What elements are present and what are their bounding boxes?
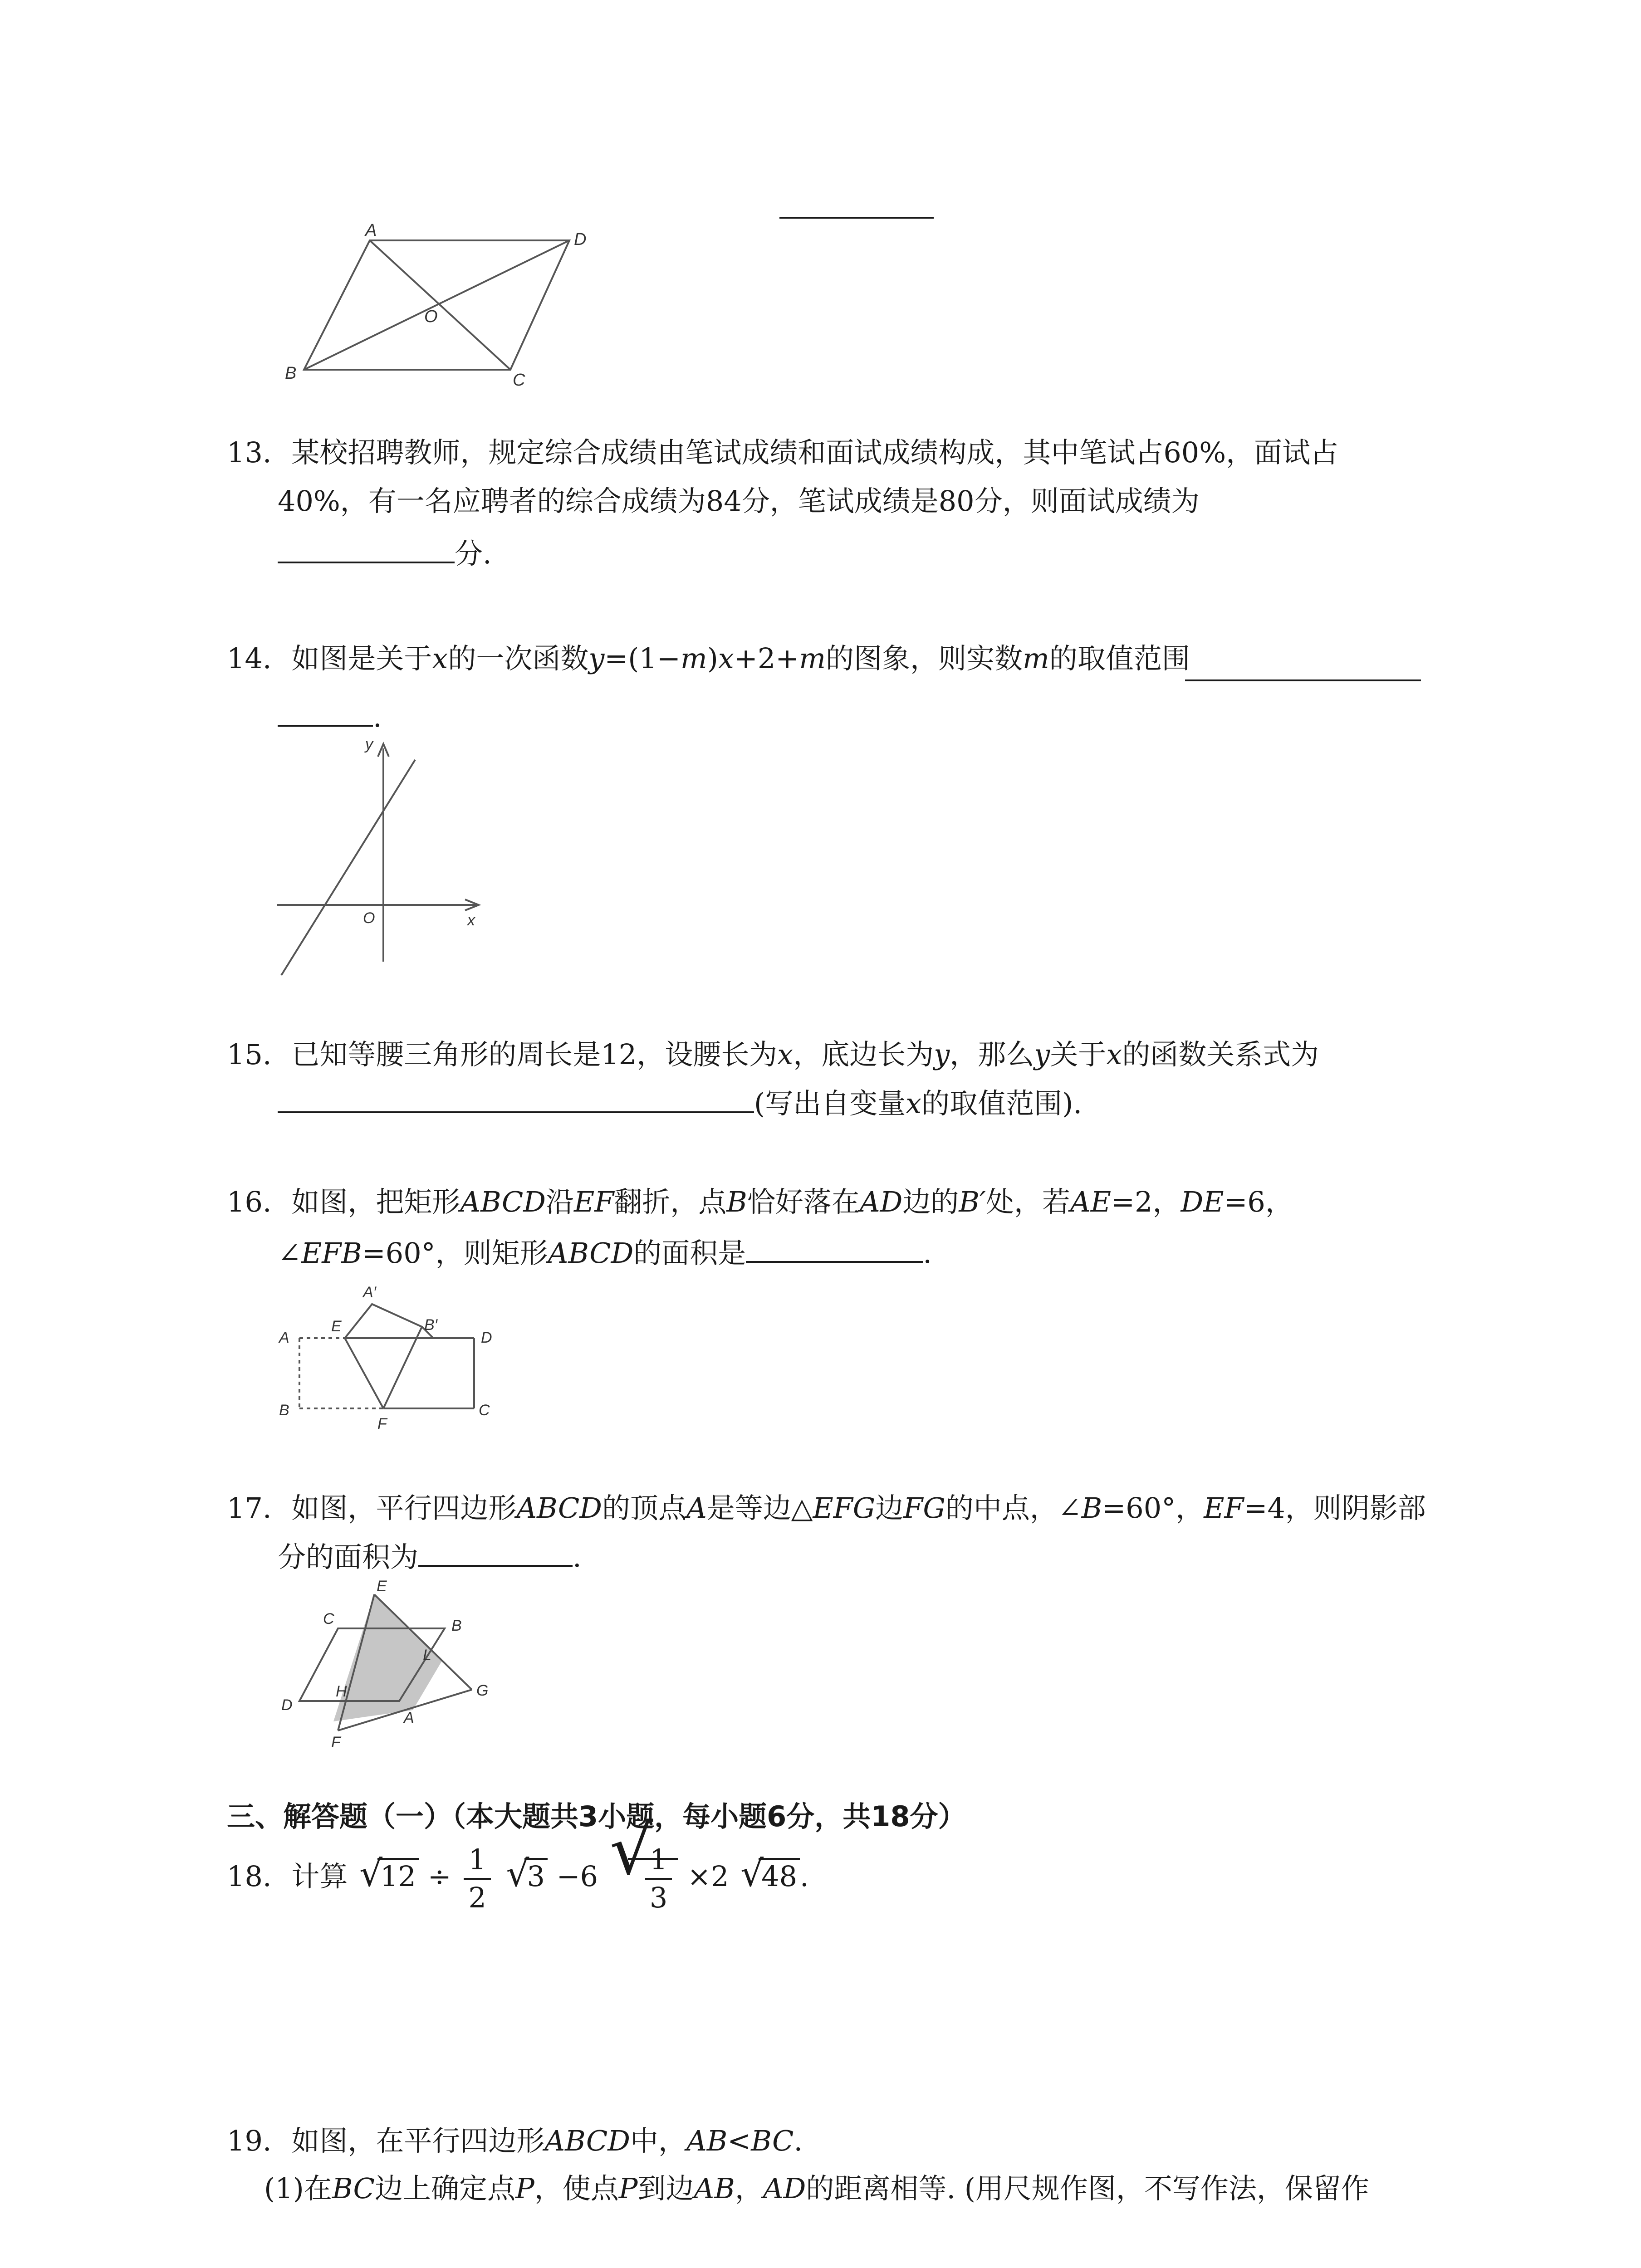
q19-s1f: 的距离相等. (用尺规作图，不写作法，保留作	[806, 2172, 1369, 2205]
q18-sqrt-frac: √ $\frac{1}{3}$	[610, 1842, 678, 1916]
q16-l2c: 的面积是	[633, 1237, 746, 1270]
q14-formula-d: +2+	[734, 642, 799, 675]
q17-ef: EF	[1204, 1491, 1244, 1525]
q14-var-m: m	[1023, 642, 1049, 675]
section3-title: 三、解答题（一）（本大题共3小题，每小题6分，共18分）	[227, 1800, 966, 1833]
q19-s1d: 到边	[637, 2172, 694, 2205]
q15-text1: 已知等腰三角形的周长是12，设腰长为	[291, 1038, 778, 1071]
q19-s1b: 边上确定点	[374, 2172, 515, 2205]
q16-l2b: =60°，则矩形	[362, 1237, 548, 1270]
q12-label-b: B	[285, 364, 297, 383]
q14-answer-blank-a[interactable]	[1185, 653, 1421, 681]
q17-line2	[278, 1539, 582, 1575]
q17-label-h: H	[336, 1683, 347, 1700]
q16-label-c: C	[479, 1402, 490, 1419]
q18-minus: −6	[556, 1860, 598, 1893]
q16-t8: =6，	[1224, 1185, 1293, 1218]
q14-formula-x: x	[718, 642, 734, 675]
q17-t3: 是等边△	[706, 1491, 813, 1525]
q17-t5: 的中点，∠	[945, 1491, 1082, 1525]
q17-t1: 如图，平行四边形	[291, 1491, 517, 1525]
q19-ab: AB	[686, 2124, 728, 2157]
q12-parallelogram-figure	[272, 213, 635, 404]
q14-line2	[278, 699, 382, 735]
q17-line1	[227, 1490, 1426, 1526]
q15-text5: 的函数关系式为	[1122, 1038, 1319, 1071]
q12-label-a: A	[365, 221, 377, 240]
q16-t4: 恰好落在	[747, 1185, 860, 1218]
q16-label-a: A	[279, 1329, 289, 1346]
q17-l2: 分的面积为	[278, 1540, 419, 1574]
q14-number: 14.	[227, 642, 272, 675]
q19-end: .	[794, 2124, 803, 2157]
q16-label-b: B	[279, 1402, 289, 1419]
q16-l2end: .	[923, 1237, 932, 1270]
q19-bc: BC	[751, 2124, 794, 2157]
q16-ad: AD	[859, 1185, 903, 1218]
q14-text-mid1: 的一次函数	[448, 642, 589, 675]
q18-f2d: 3	[649, 1881, 668, 1914]
q17-label-c: C	[323, 1610, 334, 1628]
q14-graph-origin-label: O	[363, 909, 375, 927]
q18-f1d: 2	[468, 1881, 486, 1914]
q14-formula-c: )	[707, 642, 718, 675]
q19-line1	[227, 2123, 803, 2159]
q16-bp: B′	[959, 1185, 986, 1218]
q18-frac-1-2	[464, 1842, 490, 1916]
q13-line3	[278, 535, 492, 572]
q16-angle: ∠	[278, 1237, 301, 1270]
q19-s1e: ，	[735, 2172, 763, 2205]
q17-label-a: A	[404, 1709, 414, 1726]
q16-folded-rectangle-figure	[272, 1275, 544, 1432]
q19-s1ab: AB	[694, 2172, 735, 2205]
q18-r2: 3	[524, 1858, 548, 1893]
q15-text2: ，底边长为	[793, 1038, 934, 1071]
q12-label-o: O	[424, 307, 438, 326]
q16-t3: 翻折，点	[614, 1185, 727, 1218]
q15-text3: ，那么	[950, 1038, 1034, 1071]
q14-answer-blank-b[interactable]	[278, 699, 373, 727]
q15-answer-blank[interactable]	[278, 1085, 754, 1113]
q12-answer-blank[interactable]	[779, 191, 934, 219]
q14-formula-y: y	[588, 642, 605, 675]
q18-sqrt-12: √ 12	[359, 1858, 419, 1895]
q16-abcd2: ABCD	[548, 1237, 634, 1270]
q16-t2: 沿	[545, 1185, 574, 1218]
q14-text-tail: 的取值范围	[1049, 642, 1190, 675]
q17-t6: =60°，	[1102, 1491, 1204, 1525]
q17-label-l: L	[423, 1647, 431, 1664]
q15-var-x2: x	[1106, 1038, 1122, 1071]
q14-text-mid2: 的图象，则实数	[826, 642, 1023, 675]
q17-a: A	[686, 1491, 707, 1525]
q16-label-bp: B′	[424, 1316, 438, 1334]
q16-label-ap: A′	[363, 1284, 377, 1301]
q12-label-d: D	[574, 230, 587, 249]
q17-t2: 的顶点	[602, 1491, 686, 1525]
q14-formula-m2: m	[799, 642, 826, 675]
q12-label-c: C	[513, 371, 525, 390]
q19-abcd: ABCD	[544, 2124, 630, 2157]
q16-line1	[227, 1184, 1293, 1220]
q17-label-e: E	[377, 1578, 387, 1595]
q13-text2: 40%，有一名应聘者的综合成绩为84分，笔试成绩是80分，则面试成绩为	[278, 484, 1200, 518]
q17-label-d: D	[281, 1696, 293, 1714]
q18-r3: 48	[759, 1858, 800, 1893]
q14-graph-x-label: x	[467, 912, 475, 929]
q16-label-e: E	[331, 1318, 342, 1335]
q14-var-x: x	[432, 642, 448, 675]
q17-efg: EFG	[813, 1491, 876, 1525]
q16-t6: 处，若	[986, 1185, 1071, 1218]
q19-lt: <	[727, 2124, 751, 2157]
q16-line2	[278, 1235, 932, 1271]
q13-text1: 某校招聘教师，规定综合成绩由笔试成绩和面试成绩构成，其中笔试占60%，面试占	[291, 436, 1339, 469]
q17-b: B	[1081, 1491, 1102, 1525]
q19-s1bc: BC	[332, 2172, 375, 2205]
q17-label-g: G	[476, 1682, 489, 1699]
q17-label-f: F	[331, 1734, 341, 1751]
q15-var-y: y	[934, 1038, 950, 1071]
q16-label-f: F	[377, 1415, 387, 1432]
q15-var-y2: y	[1034, 1038, 1050, 1071]
q14-formula-m: m	[680, 642, 707, 675]
q16-t7: =2，	[1111, 1185, 1181, 1218]
q14-linear-function-graph	[272, 735, 508, 989]
q15-var-x: x	[777, 1038, 794, 1071]
q16-t5: 边的	[902, 1185, 959, 1218]
q18-end: .	[800, 1860, 809, 1893]
q15-number: 15.	[227, 1038, 272, 1071]
q16-efb: EFB	[301, 1237, 362, 1270]
q17-parallelogram-triangle-figure	[272, 1579, 526, 1751]
q19-s1ad: AD	[763, 2172, 806, 2205]
q13-text3: 分.	[455, 537, 492, 570]
q19-s1a: (1)在	[264, 2172, 332, 2205]
q14-formula-b: =(1−	[604, 642, 681, 675]
q14-text-pre: 如图是关于	[291, 642, 432, 675]
q16-t1: 如图，把矩形	[291, 1185, 460, 1218]
q15-line2-a: (写出自变量	[754, 1087, 906, 1120]
q19-line2	[264, 2170, 1369, 2207]
q15-line2-b: 的取值范围).	[921, 1087, 1083, 1120]
q19-s1p2: P	[618, 2172, 638, 2205]
q18-f1n: 1	[464, 1842, 490, 1880]
q16-number: 16.	[227, 1185, 272, 1218]
q16-de: DE	[1181, 1185, 1224, 1218]
q17-fg: FG	[903, 1491, 945, 1525]
q17-t4: 边	[875, 1491, 904, 1525]
q18-f2n: 1	[645, 1842, 672, 1880]
q19-number: 19.	[227, 2124, 272, 2157]
q16-abcd: ABCD	[460, 1185, 546, 1218]
q17-t7: =4，则阴影部	[1244, 1491, 1426, 1525]
q16-label-d: D	[481, 1329, 492, 1346]
q17-label-b: B	[451, 1617, 462, 1634]
q16-ef: EF	[574, 1185, 614, 1218]
q17-answer-blank[interactable]	[418, 1539, 573, 1567]
q18-pre: 计算	[291, 1860, 348, 1893]
q18-number: 18.	[227, 1860, 272, 1893]
q19-t2: 中，	[630, 2124, 686, 2157]
q16-ae: AE	[1070, 1185, 1112, 1218]
q18-times: ×2	[687, 1860, 729, 1893]
q15-line1	[227, 1036, 1319, 1073]
q18-div: ÷	[427, 1860, 451, 1893]
q19-s1c: ，使点	[534, 2172, 619, 2205]
q17-abcd: ABCD	[516, 1491, 602, 1525]
q17-number: 17.	[227, 1491, 272, 1525]
q14-line1	[227, 640, 1190, 677]
q15-line2	[278, 1085, 1082, 1122]
q13-answer-blank[interactable]	[278, 535, 455, 563]
q16-b: B	[726, 1185, 747, 1218]
q18-sqrt-48: √ 48	[740, 1858, 800, 1895]
q13-line1	[227, 435, 1338, 471]
q18-r1: 12	[377, 1858, 419, 1893]
q17-l2end: .	[573, 1540, 582, 1574]
q14-line2-period: .	[373, 700, 382, 733]
q14-graph-y-label: y	[365, 736, 373, 753]
q16-answer-blank[interactable]	[746, 1235, 923, 1263]
q19-s1p: P	[515, 2172, 534, 2205]
q15-text4: 关于	[1050, 1038, 1107, 1071]
q15-line2-x: x	[906, 1087, 922, 1120]
q18-sqrt-3: √ 3	[506, 1858, 548, 1895]
q13-line2	[278, 483, 1200, 519]
q13-number: 13.	[227, 436, 272, 469]
q19-t1: 如图，在平行四边形	[291, 2124, 545, 2157]
